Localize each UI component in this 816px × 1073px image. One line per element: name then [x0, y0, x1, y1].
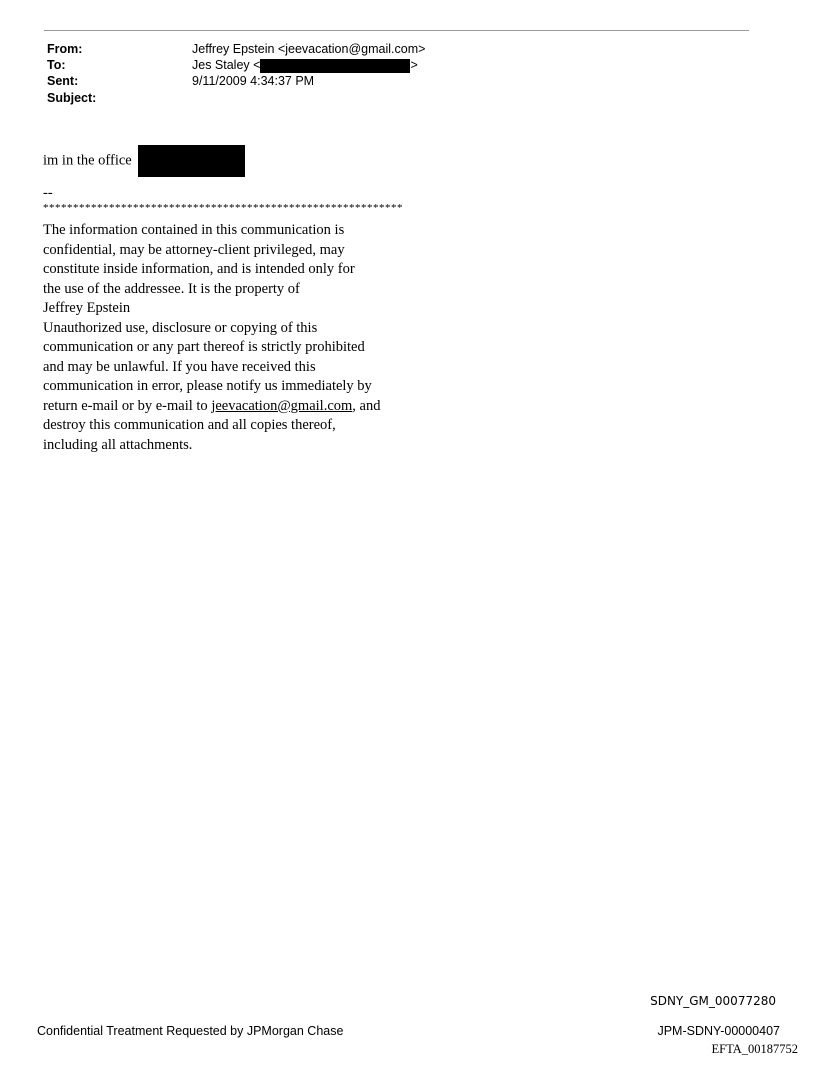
disclaimer-line: [43, 397, 380, 417]
disclaimer-line: including all attachments.: [43, 436, 193, 453]
sent-value: 9/11/2009 4:34:37 PM: [192, 74, 315, 88]
email-line-suffix: , and: [352, 397, 381, 414]
confidential-note: Confidential Treatment Requested by JPMorgan Chase: [37, 1024, 344, 1038]
bates-jpm: JPM-SDNY-00000407: [657, 1024, 780, 1038]
bates-sdny: SDNY_GM_00077280: [650, 994, 776, 1008]
to-name: Jes Staley <: [192, 58, 261, 72]
to-label: To:: [47, 58, 66, 72]
bates-efta: EFTA_00187752: [711, 1042, 798, 1056]
signature-separator: --: [43, 185, 53, 201]
disclaimer-line: communication in error, please notify us immediately by: [43, 378, 372, 394]
header-divider: [44, 30, 749, 31]
disclaimer-line: Unauthorized use, disclosure or copying of this: [43, 319, 318, 336]
disclaimer-line: communication or any part thereof is strictly prohibited: [43, 339, 365, 355]
to-value: [192, 57, 418, 73]
disclaimer-line: destroy this communication and all copies thereof,: [43, 417, 336, 433]
to-suffix: >: [410, 58, 418, 72]
asterisk-divider: ************************************************************: [43, 202, 403, 214]
disclaimer-line: and may be unlawful. If you have received this: [43, 358, 316, 375]
disclaimer-line: constitute inside information, and is intended only for: [43, 261, 355, 277]
from-label: From:: [47, 42, 83, 56]
disclaimer-line: Jeffrey Epstein: [43, 300, 131, 316]
disclaimer-line: the use of the addressee. It is the property of: [43, 280, 300, 297]
sent-label: Sent:: [47, 74, 79, 88]
disclaimer-line: confidential, may be attorney-client privileged, may: [43, 241, 345, 258]
email-line-prefix: return e-mail or by e-mail to: [43, 397, 212, 414]
message-line: [43, 145, 245, 177]
subject-label: Subject:: [47, 91, 97, 105]
email-link[interactable]: jeevacation@gmail.com: [211, 397, 353, 414]
disclaimer: [43, 221, 380, 455]
redaction-box: [260, 59, 410, 73]
redaction-box: [138, 145, 245, 177]
from-value: Jeffrey Epstein <jeevacation@gmail.com>: [192, 42, 426, 56]
message-text: im in the office: [43, 152, 132, 169]
disclaimer-line: The information contained in this communication is: [43, 222, 345, 238]
